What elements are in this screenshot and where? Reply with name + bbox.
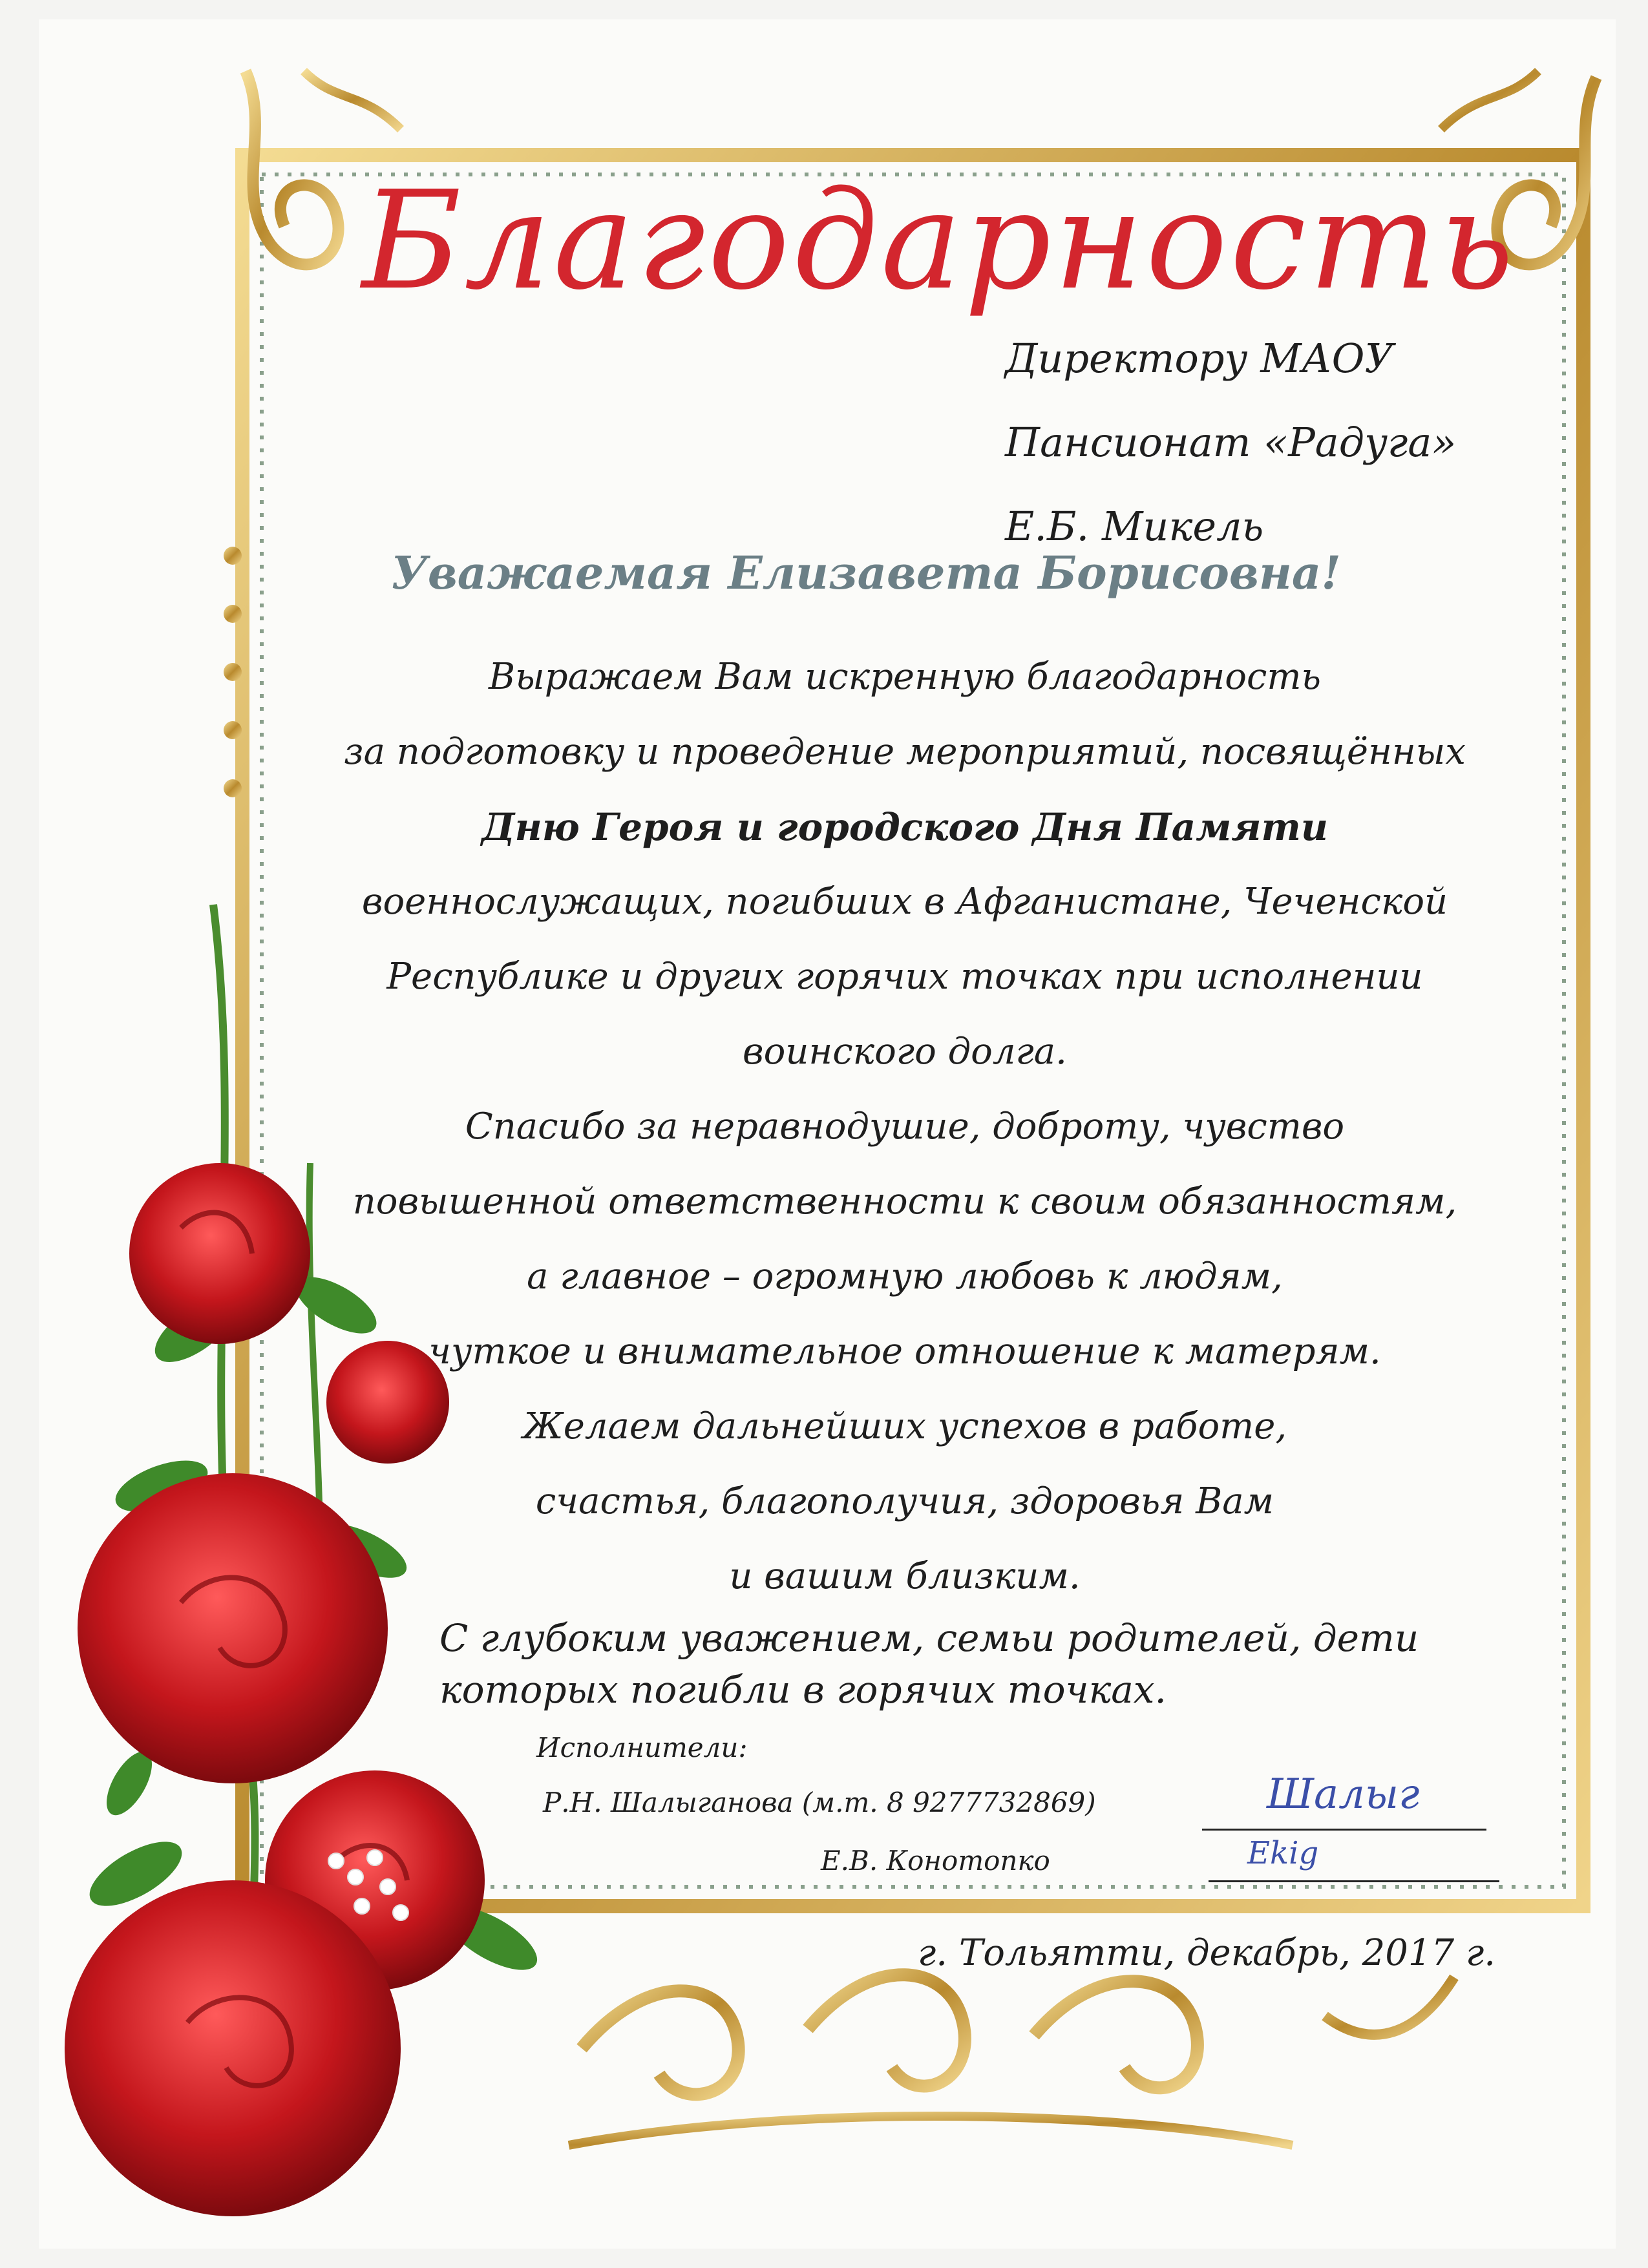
signature-line-2 — [1209, 1880, 1499, 1882]
place-date: г. Тольятти, декабрь, 2017 г. — [918, 1932, 1496, 1974]
closing-block — [439, 1612, 1419, 1716]
recipient-line-3: Е.Б. Микель — [1005, 503, 1264, 550]
body-text — [291, 640, 1519, 1614]
closing-line-2: которых погибли в горячих точках. — [439, 1668, 1167, 1712]
body-line: Спасибо за неравнодушие, доброту, чувство — [465, 1106, 1345, 1148]
body-line: Выражаем Вам искренную благодарность — [489, 656, 1321, 698]
recipient-block — [1005, 317, 1456, 569]
body-line: чуткое и внимательное отношение к матерям. — [428, 1330, 1381, 1372]
recipient-line-2: Пансионат «Радуга» — [1005, 419, 1457, 466]
closing-line-1: С глубоким уважением, семьи родителей, дети — [439, 1616, 1419, 1660]
body-line: и вашим близким. — [729, 1555, 1081, 1597]
recipient-line-1: Директору МАОУ — [1005, 335, 1394, 382]
body-line: Желаем дальнейших успехов в работе, — [522, 1405, 1287, 1447]
greeting: Уважаемая Елизавета Борисовна! — [391, 546, 1341, 600]
body-line: за подготовку и проведение мероприятий, посвящённых — [344, 731, 1466, 773]
signature-2: Ekig — [1247, 1835, 1319, 1871]
performer-2: Е.В. Конотопко — [821, 1845, 1050, 1876]
body-line: счастья, благополучия, здоровья Вам — [535, 1480, 1274, 1522]
body-line: военнослужащих, погибших в Афганистане, Чеченской — [361, 881, 1448, 923]
signature-line-1 — [1202, 1829, 1486, 1831]
document-title: Благодарность — [362, 162, 1517, 320]
body-line: повышенной ответственности к своим обязанностям, — [352, 1181, 1457, 1223]
signature-1: Шалыг — [1267, 1770, 1420, 1818]
body-line: а главное – огромную любовь к людям, — [527, 1255, 1283, 1297]
body-line-bold: Дню Героя и городского Дня Памяти — [481, 805, 1329, 849]
body-line: Республике и других горячих точках при исполнении — [386, 956, 1423, 998]
performers-label: Исполнители: — [536, 1732, 748, 1763]
body-line: воинского долга. — [743, 1031, 1067, 1073]
performer-1: Р.Н. Шалыганова (м.т. 8 9277732869) — [543, 1787, 1096, 1818]
